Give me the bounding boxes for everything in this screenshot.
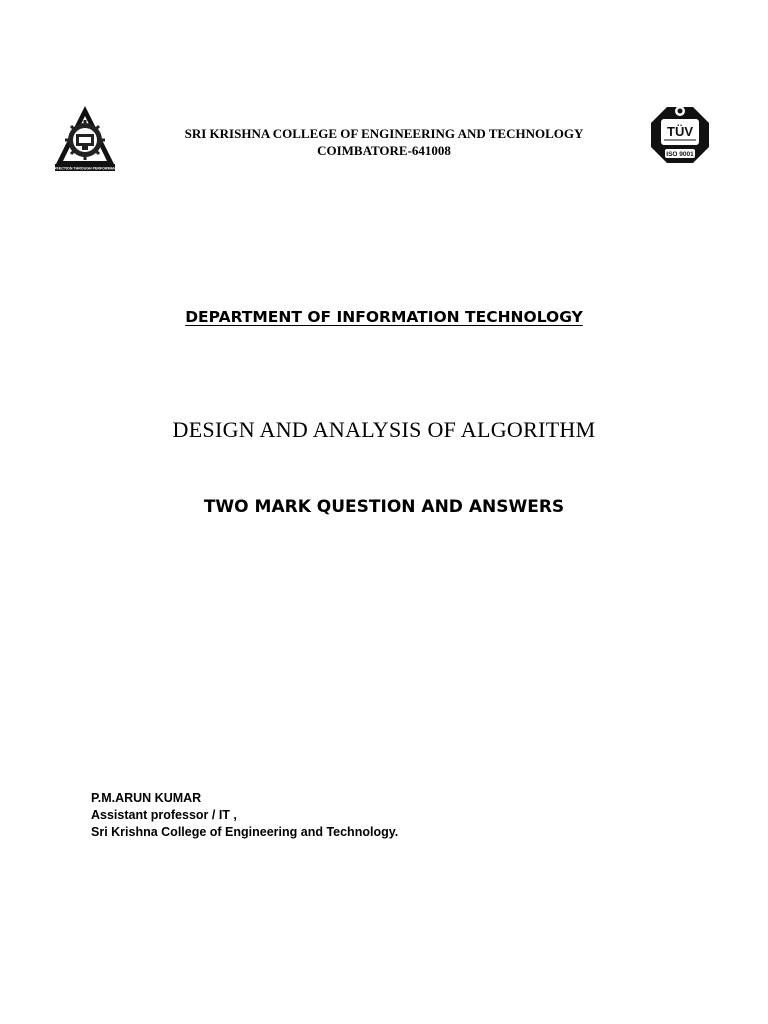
author-institution: Sri Krishna College of Engineering and Technology. bbox=[91, 825, 399, 839]
author-name: P.M.ARUN KUMAR bbox=[91, 791, 202, 805]
header-block bbox=[140, 125, 628, 159]
subject-title: DESIGN AND ANALYSIS OF ALGORITHM bbox=[172, 417, 596, 442]
college-city: COIMBATORE-641008 bbox=[317, 143, 451, 158]
department-heading: DEPARTMENT OF INFORMATION TECHNOLOGY bbox=[185, 308, 583, 326]
author-designation: Assistant professor / IT , bbox=[91, 808, 237, 822]
author-block bbox=[91, 790, 398, 841]
college-emblem-icon bbox=[49, 104, 121, 172]
iso-text: ISO 9001 bbox=[666, 151, 694, 158]
college-name: SRI KRISHNA COLLEGE OF ENGINEERING AND TECHNOLOGY bbox=[184, 126, 584, 141]
document-type: TWO MARK QUESTION AND ANSWERS bbox=[203, 497, 565, 517]
tuv-text: TÜV bbox=[667, 124, 693, 139]
college-logo-motto: PERFECTION THROUGH PERFORMANCE bbox=[49, 166, 121, 171]
tuv-certification-icon bbox=[649, 101, 711, 167]
